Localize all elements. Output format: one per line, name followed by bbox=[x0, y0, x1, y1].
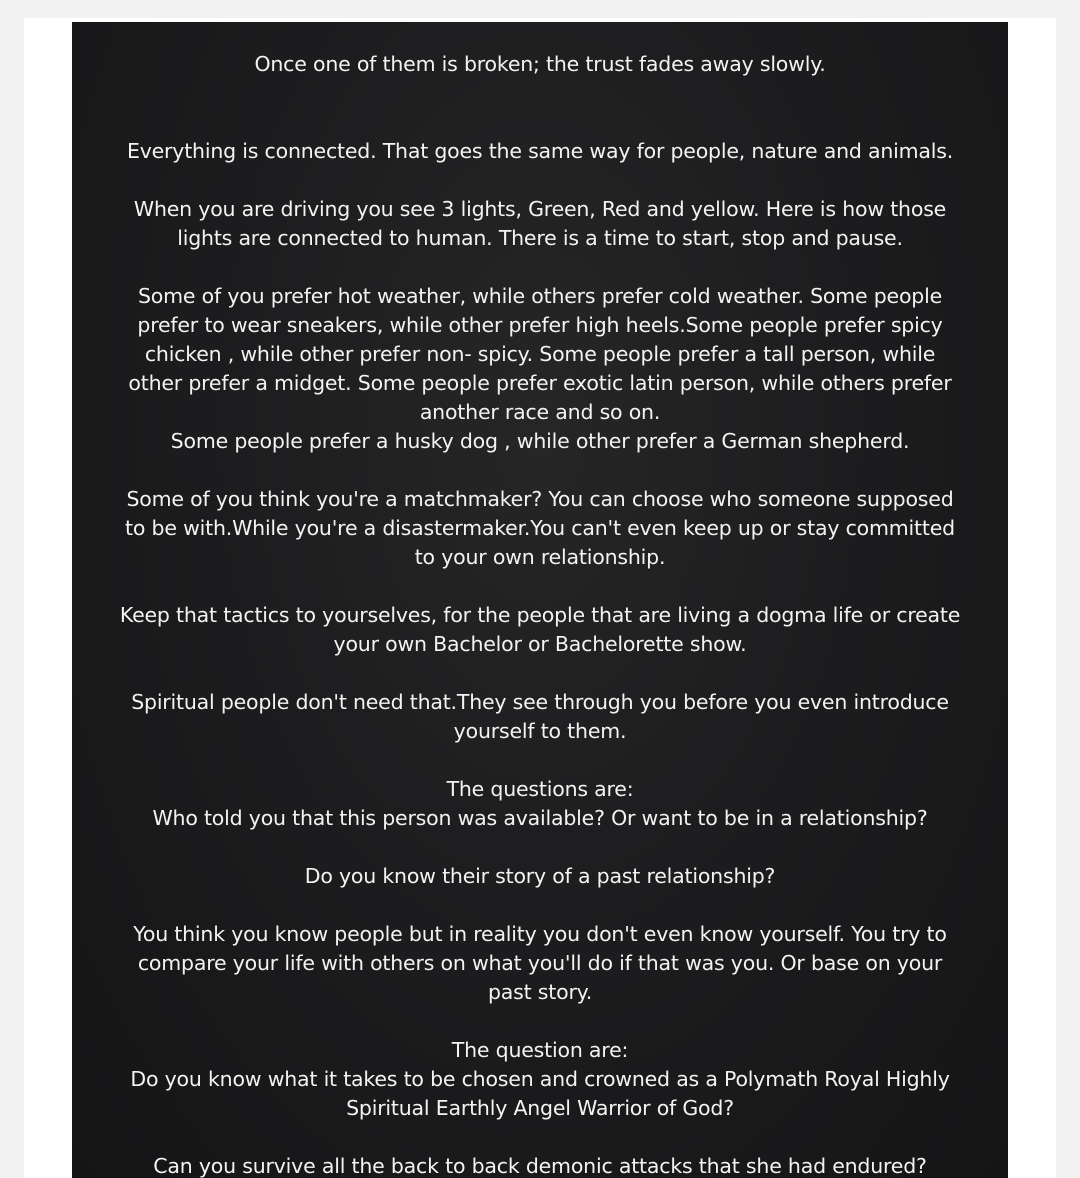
paragraph: The question are: bbox=[451, 1038, 629, 1062]
paragraph: Do you know their story of a past relationship? bbox=[304, 864, 776, 888]
paragraph: Keep that tactics to yourselves, for the people that are living a dogma life or create your own Bachelor or Bachelorette show. bbox=[119, 603, 961, 656]
paragraph: The questions are: bbox=[446, 777, 634, 801]
paragraph: Spiritual people don't need that.They see through you before you even introduce yourself to them. bbox=[131, 690, 949, 743]
document-body bbox=[72, 52, 1008, 1178]
paragraph: When you are driving you see 3 lights, Green, Red and yellow. Here is how those lights are connected to human. There is a time to start, stop and pause. bbox=[133, 197, 947, 250]
paragraph: Who told you that this person was available? Or want to be in a relationship? bbox=[152, 806, 928, 830]
paragraph: Everything is connected. That goes the same way for people, nature and animals. bbox=[126, 139, 954, 163]
paragraph: Some people prefer a husky dog , while other prefer a German shepherd. bbox=[170, 429, 910, 453]
paragraph: Once one of them is broken; the trust fades away slowly. bbox=[254, 52, 826, 76]
paragraph: Some of you prefer hot weather, while others prefer cold weather. Some people prefer to wear sneakers, while other prefer high heels.Some people prefer spicy chicken , while other prefer non- spicy. Some people prefer a tall person, while other prefer a midget. Some people prefer exotic latin person, while others prefer another race and so on. bbox=[128, 284, 952, 424]
paragraph: Can you survive all the back to back demonic attacks that she had endured? bbox=[153, 1154, 927, 1178]
paragraph: Do you know what it takes to be chosen and crowned as a Polymath Royal Highly Spiritual Earthly Angel Warrior of God? bbox=[130, 1067, 950, 1120]
paragraph: Some of you think you're a matchmaker? You can choose who someone supposed to be with.While you're a disastermaker.You can't even keep up or stay committed to your own relationship. bbox=[125, 487, 955, 569]
paragraph: You think you know people but in reality you don't even know yourself. You try to compare your life with others on what you'll do if that was you. Or base on your past story. bbox=[133, 922, 947, 1004]
text-panel bbox=[72, 22, 1008, 1178]
